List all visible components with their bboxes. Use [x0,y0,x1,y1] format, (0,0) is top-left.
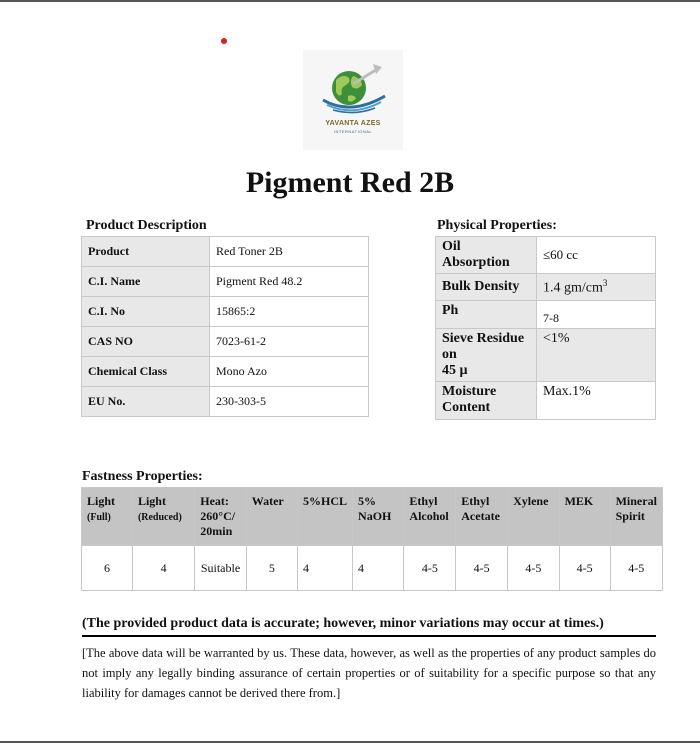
col-label: 5%HCL [303,494,348,508]
table-row [82,297,369,327]
row-key: Product [82,237,210,267]
value-cell: 4 [132,546,194,591]
fastness-table [81,487,663,591]
table-row [436,274,656,301]
row-value [537,274,656,301]
bottom-border [0,741,700,743]
col-label: 260°C/ [200,509,236,523]
table-row [436,301,656,329]
col-label: Light [137,494,166,508]
col-label: Spirit [615,509,645,523]
values-row [82,546,663,591]
value-cell: 4-5 [456,546,508,591]
row-key: C.I. Name [82,267,210,297]
col-water [246,488,297,546]
col-sublabel: (Reduced) [137,512,182,523]
col-ethyl-acetate [456,488,508,546]
col-light-reduced [132,488,194,546]
key-line: Sieve Residue [442,331,525,346]
col-label: Heat: [200,494,229,508]
col-xylene [508,488,560,546]
table-row [82,267,369,297]
row-key: C.I. No [82,297,210,327]
logo-subtitle: INTERNATIONAL [333,129,373,134]
col-label: 5% [358,494,377,508]
key-line: Moisture [442,384,497,399]
row-value: 7-8 [537,301,656,329]
value-cell: 4-5 [404,546,456,591]
red-dot-marker [221,38,227,44]
table-row [82,357,369,387]
value-cell: 4-5 [559,546,610,591]
row-value: Mono Azo [210,357,369,387]
col-label: Light [87,494,116,508]
col-label: NaOH [358,509,392,523]
row-value: <1% [537,329,656,382]
value-cell: 6 [82,546,133,591]
physical-properties-table [435,236,656,420]
col-mek [559,488,610,546]
value-cell: 4 [353,546,404,591]
col-label: Ethyl [409,494,438,508]
col-light-full [82,488,133,546]
table-row [82,327,369,357]
row-value: Red Toner 2B [210,237,369,267]
row-key [436,329,537,382]
row-key: CAS NO [82,327,210,357]
row-value: Max.1% [537,382,656,420]
row-value: 7023-61-2 [210,327,369,357]
key-line: 45 µ [442,363,468,378]
disclaimer-heading: (The provided product data is accurate; however, minor variations may occur at times.) [82,616,656,637]
unit-superscript: 3 [602,277,608,288]
row-value: ≤60 cc [537,237,656,274]
key-line: on [442,347,457,362]
row-value: 230-303-5 [210,387,369,417]
product-description-table [81,236,369,417]
page-title: Pigment Red 2B [245,166,455,199]
table-row [82,387,369,417]
company-logo [303,50,403,150]
globe-logo-icon [303,50,403,150]
logo-wordmark: YAVANTA AZES [325,120,381,127]
col-sublabel: (Full) [87,512,111,523]
top-border [0,0,700,2]
row-key: Bulk Density [436,274,537,301]
row-key [436,382,537,420]
col-naoh [353,488,404,546]
value-cell: Suitable [195,546,246,591]
value-cell: 5 [246,546,297,591]
table-row [436,237,656,274]
col-label: Mineral [615,494,657,508]
row-key: Ph [436,301,537,329]
fastness-properties-label: Fastness Properties: [82,469,203,484]
value-cell: 4-5 [508,546,560,591]
col-label: MEK [564,494,594,508]
key-line: Content [442,400,491,415]
col-ethyl-alcohol [404,488,456,546]
col-heat [195,488,246,546]
row-value: Pigment Red 48.2 [210,267,369,297]
table-row [436,382,656,420]
value-cell: 4-5 [610,546,662,591]
value-cell: 4 [298,546,353,591]
col-label: Xylene [513,494,549,508]
col-hcl [298,488,353,546]
col-mineral-spirit [610,488,662,546]
header-row [82,488,663,546]
col-label: Acetate [461,509,500,523]
disclaimer-body: [The above data will be warranted by us. These data, however, as well as the properties of any product samples do not imply any legally binding assurance of certain properties or of suitability for a specific purpose so that any liability for damages cannot be derived there from.] [82,646,656,700]
table-row [82,237,369,267]
col-label: Alcohol [409,509,449,523]
col-label: Water [251,494,284,508]
bulk-density-value: 1.4 gm/cm [543,280,603,296]
row-key: Chemical Class [82,357,210,387]
table-row [436,329,656,382]
row-value: 15865:2 [210,297,369,327]
row-key: Oil Absorption [436,237,537,274]
row-key: EU No. [82,387,210,417]
physical-properties-label: Physical Properties: [437,218,557,233]
col-label: 20min [200,524,233,538]
product-description-label: Product Description [86,218,207,233]
col-label: Ethyl [461,494,490,508]
